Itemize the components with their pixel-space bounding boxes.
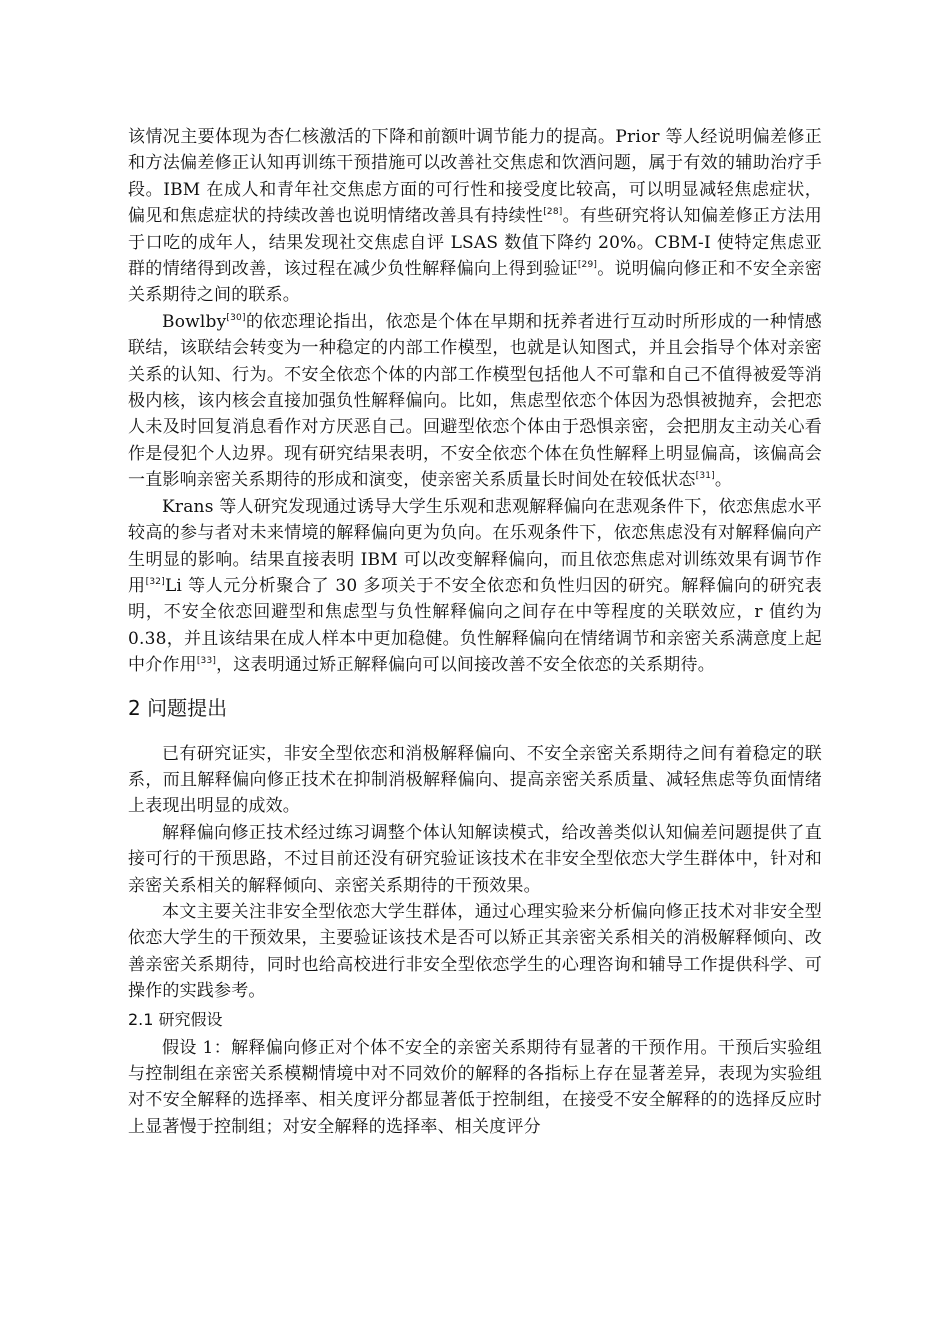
document-page bbox=[128, 124, 822, 1140]
paragraph-attachment-bias-modification bbox=[128, 124, 822, 309]
paragraph-text: 的依恋理论指出，依恋是个体在早期和抚养者进行互动时所形成的一种情感联结，该联结会转变为一种稳定的内部工作模型，也就是认知图式，并且会指导个体对亲密关系的认知、行为。不安全依恋个体的内部工作模型包括他人不可靠和自己不值得被爱等消极内核，该内核会直接加强负性解释偏向。比如，焦虑型依恋个体因为恐惧被抛弃，会把恋人未及时回复消息看作对方厌恶自己。回避型依恋个体由于恐惧亲密，会把朋友主动关心看作是侵犯个人边界。现有研究结果表明，不安全依恋个体在负性解释上明显偏高，该偏高会一直影响亲密关系期待的形成和演变，使亲密关系质量长时间处在较低状态 bbox=[128, 311, 822, 491]
section-heading-problem-statement: 2 问题提出 bbox=[128, 695, 228, 720]
paragraph-text: Krans 等人研究发现通过诱导大学生乐观和悲观解释偏向在悲观条件下，依恋焦虑水平较高的参与者对未来情境的解释偏向更为负向。在乐观条件下，依恋焦虑没有对解释偏向产生明显的影响。结果直接表明 IBM 可以改变解释偏向，而且依恋焦虑对训练效果有调节作用 bbox=[128, 496, 822, 596]
citation-ref: [30] bbox=[226, 312, 246, 323]
paragraph-text: 。有些研究将认知偏差修正方法用于口吃的成年人，结果发现社交焦虑自评 LSAS 数值下降约 20%。CBM-I 使特定焦虑亚群的情绪得到改善，该过程在减少负性解释偏向上得到验证 bbox=[128, 206, 822, 280]
paragraph-krans-study bbox=[128, 494, 822, 679]
paragraph-problem-3: 本文主要关注非安全型依恋大学生群体，通过心理实验来分析偏向修正技术对非安全型依恋大学生的干预效果，主要验证该技术是否可以矫正其亲密关系相关的消极解释倾向、改善亲密关系期待，同时也给高校进行非安全型依恋学生的心理咨询和辅导工作提供科学、可操作的实践参考。 bbox=[128, 901, 822, 1002]
paragraph-text: ，这表明通过矫正解释偏向可以间接改善不安全依恋的关系期待。 bbox=[216, 655, 715, 676]
paragraph-text: 。说明偏向修正和不安全亲密关系期待之间的联系。 bbox=[128, 259, 822, 306]
citation-ref: [28] bbox=[543, 207, 563, 218]
citation-ref: [33] bbox=[196, 656, 217, 667]
subsection-heading-hypotheses: 2.1 研究假设 bbox=[128, 1009, 223, 1029]
citation-ref: [32] bbox=[145, 576, 165, 587]
paragraph-text: Li 等人元分析聚合了 30 多项关于不安全依恋和负性归因的研究。解释偏向的研究表明，不安全依恋回避型和焦虑型与负性解释偏向之间存在中等程度的关联效应，r 值约为 0.38，并且该结果在成人样本中更加稳健。负性解释偏向在情绪调节和亲密关系满意度上起中介作用 bbox=[128, 575, 822, 676]
paragraph-problem-2: 解释偏向修正技术经过练习调整个体认知解读模式，给改善类似认知偏差问题提供了直接可行的干预思路，不过目前还没有研究验证该技术在非安全型依恋大学生群体中，针对和亲密关系相关的解释倾向、亲密关系期待的干预效果。 bbox=[128, 822, 822, 896]
paragraph-hypothesis-1: 假设 1：解释偏向修正对个体不安全的亲密关系期待有显著的干预作用。干预后实验组与控制组在亲密关系模糊情境中对不同效价的解释的各指标上存在显著差异，表现为实验组对不安全解释的选择率、相关度评分都显著低于控制组，在接受不安全解释的的选择反应时上显著慢于控制组；对安全解释的选择率、相关度评分 bbox=[128, 1037, 822, 1137]
paragraph-text: Bowlby bbox=[162, 311, 227, 332]
citation-ref: [31] bbox=[695, 471, 715, 482]
paragraph-text: 该情况主要体现为杏仁核激活的下降和前额叶调节能力的提高。Prior 等人经说明偏差修正和方法偏差修正认知再训练干预措施可以改善社交焦虑和饮酒问题，属于有效的辅助治疗手段。IBM 在成人和青年社交焦虑方面的可行性和接受度比较高，可以明显减轻焦虑症状，偏见和焦虑症状的持续改善也说明情绪改善具有持续性 bbox=[128, 127, 822, 227]
citation-ref: [29] bbox=[577, 260, 598, 271]
paragraph-bowlby-attachment-theory bbox=[128, 309, 822, 494]
paragraph-text: 。 bbox=[714, 470, 733, 491]
paragraph-problem-1: 已有研究证实，非安全型依恋和消极解释偏向、不安全亲密关系期待之间有着稳定的联系，而且解释偏向修正技术在抑制消极解释偏向、提高亲密关系质量、减轻焦虑等负面情绪上表现出明显的成效。 bbox=[128, 743, 822, 817]
